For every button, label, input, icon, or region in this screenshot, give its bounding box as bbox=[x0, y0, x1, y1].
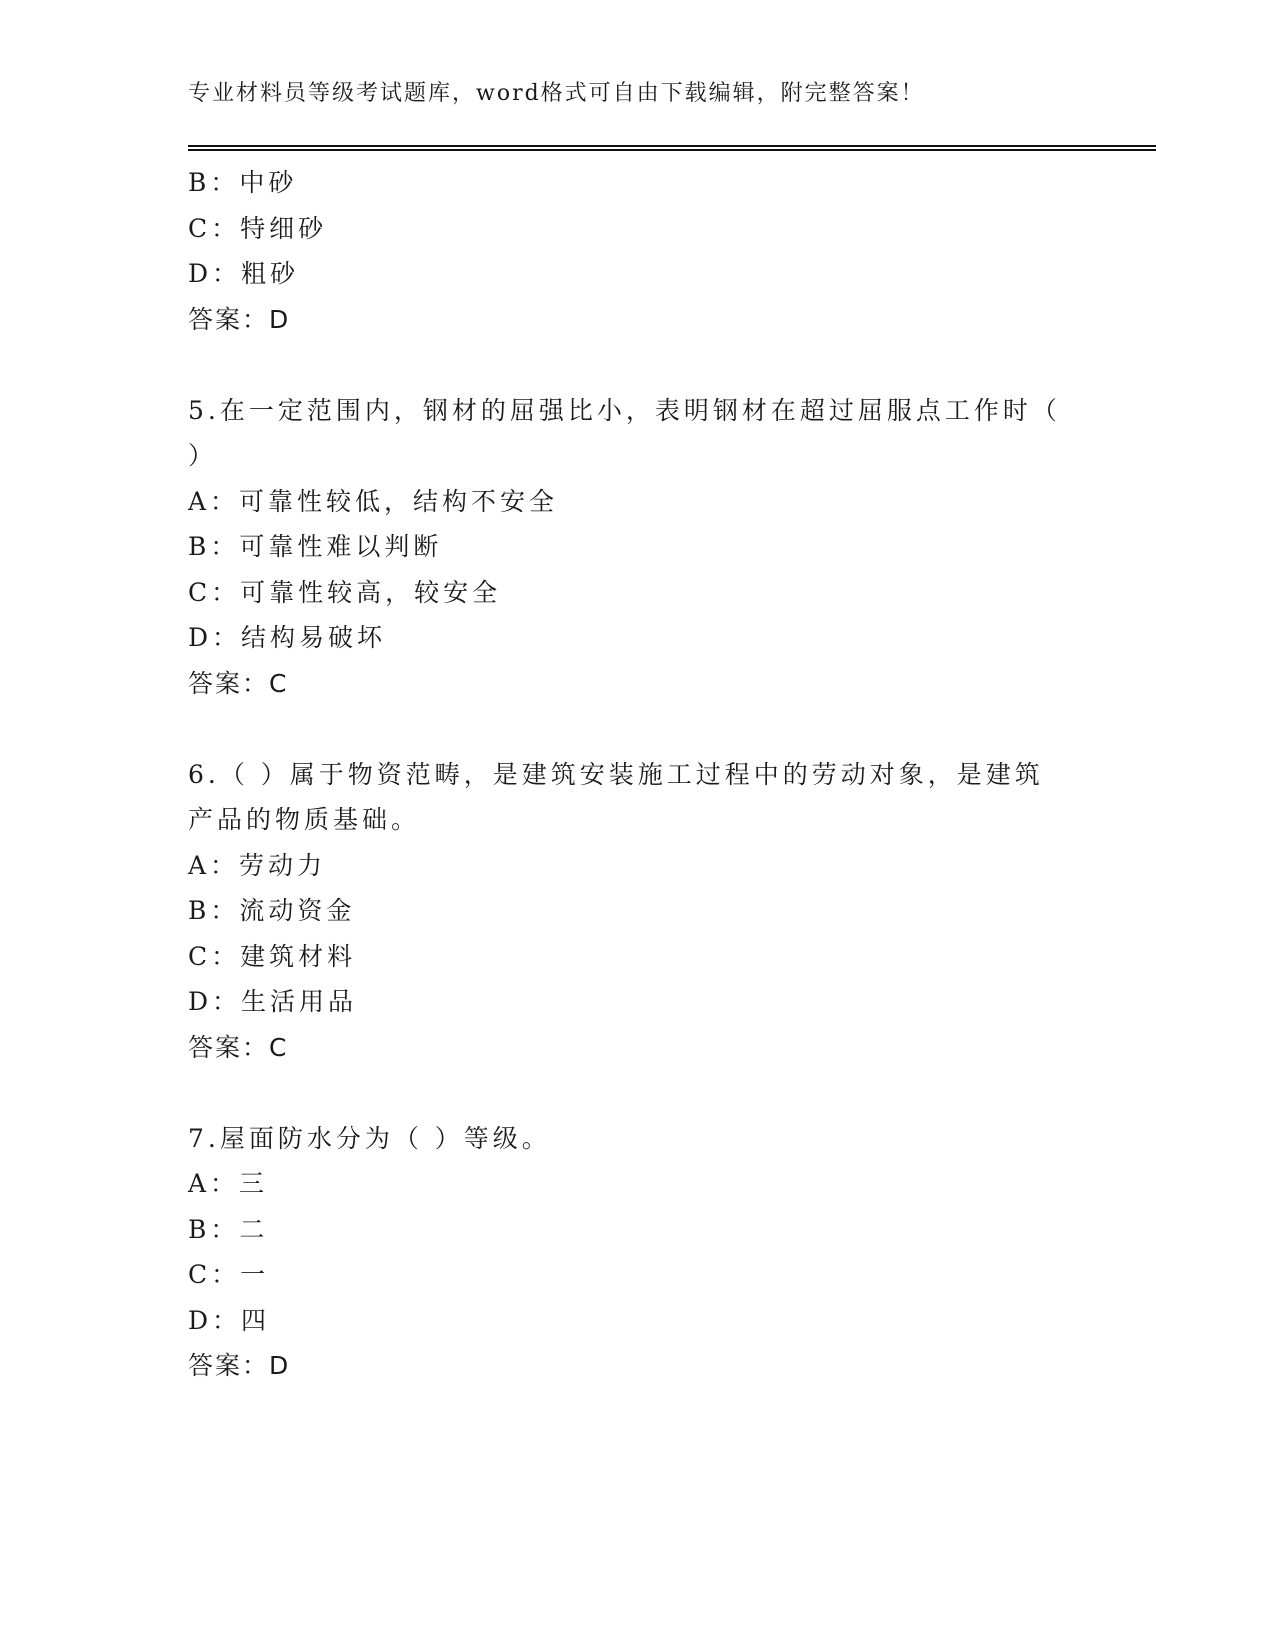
question-stem: 7.屋面防水分为（ ）等级。 bbox=[188, 1123, 551, 1153]
option-c: C：建筑材料 bbox=[188, 941, 357, 971]
option-c: C：可靠性较高，较安全 bbox=[188, 577, 502, 607]
question-item bbox=[188, 752, 1068, 1071]
option-b: B：可靠性难以判断 bbox=[188, 532, 443, 561]
answer-line: 答案：D bbox=[188, 1351, 291, 1380]
option-b: B：流动资金 bbox=[188, 896, 356, 925]
question-item bbox=[188, 388, 1068, 707]
option-d: D：粗砂 bbox=[188, 259, 300, 288]
option-d: D：四 bbox=[188, 1305, 271, 1335]
question-stem: 6.（ ）属于物资范畴，是建筑安装施工过程中的劳动对象，是建筑产品的物质基础。 bbox=[188, 759, 1044, 834]
question-continued bbox=[188, 160, 1068, 342]
question-list bbox=[188, 160, 1068, 1389]
answer-line: 答案：C bbox=[188, 1032, 289, 1062]
page-header: 专业材料员等级考试题库，word格式可自由下载编辑，附完整答案！ bbox=[188, 81, 925, 106]
spacer bbox=[188, 1070, 1068, 1116]
spacer bbox=[188, 706, 1068, 752]
option-b: B：二 bbox=[188, 1214, 269, 1244]
option-d: D：结构易破坏 bbox=[188, 623, 387, 652]
option-a: A：劳动力 bbox=[188, 850, 327, 880]
question-stem: 5.在一定范围内，钢材的屈强比小，表明钢材在超过屈服点工作时（ ） bbox=[188, 395, 1061, 470]
header-divider bbox=[188, 145, 1156, 151]
answer-line: 答案：C bbox=[188, 668, 289, 698]
option-a: A：可靠性较低，结构不安全 bbox=[188, 486, 559, 516]
spacer bbox=[188, 342, 1068, 388]
option-c: C：特细砂 bbox=[188, 213, 328, 243]
question-item bbox=[188, 1116, 1068, 1389]
option-c: C：一 bbox=[188, 1260, 270, 1289]
option-d: D：生活用品 bbox=[188, 987, 358, 1016]
answer-line: 答案：D bbox=[188, 304, 291, 334]
option-b: B：中砂 bbox=[188, 168, 298, 197]
option-a: A：三 bbox=[188, 1169, 269, 1198]
